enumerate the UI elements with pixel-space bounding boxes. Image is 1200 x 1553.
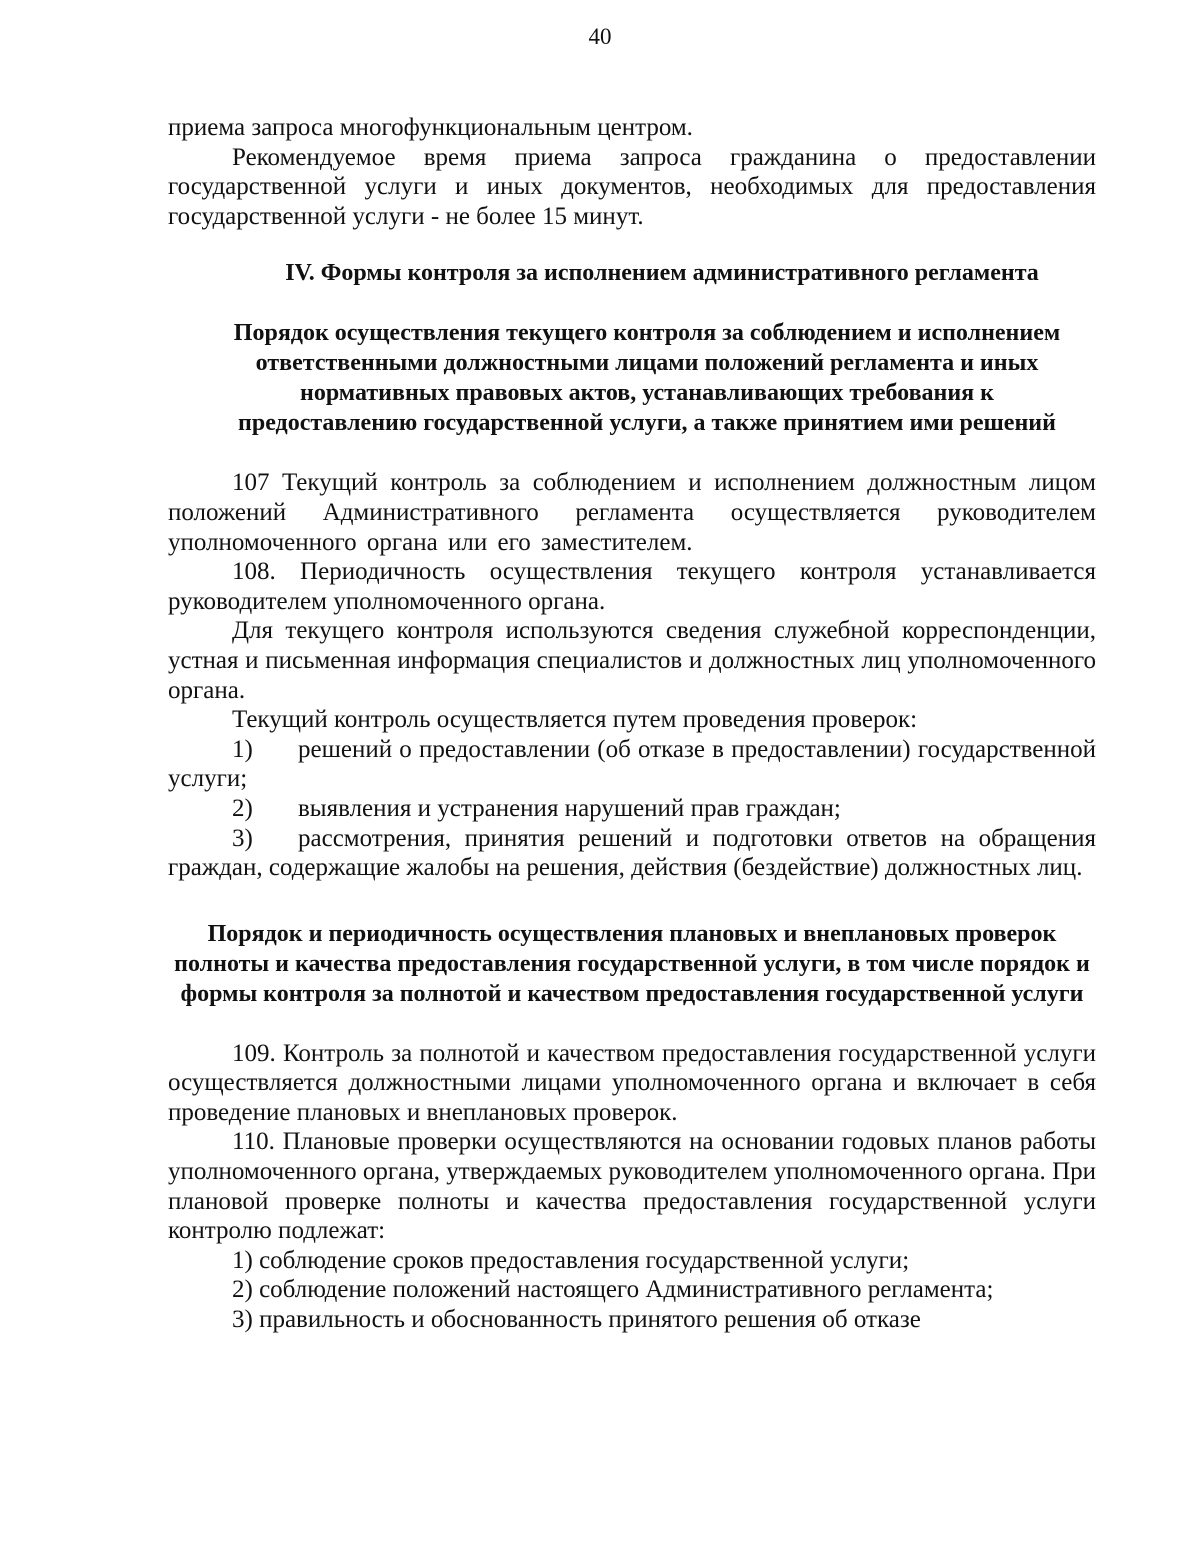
- section-iv-title: IV. Формы контроля за исполнением административного регламента: [285, 260, 1039, 287]
- list-item-text: рассмотрения, принятия решений и подготовки ответов на обращения граждан, содержащие жалобы на решения, действия (бездействие) должностных лиц.: [168, 824, 1096, 882]
- paragraph-110: 110. Плановые проверки осуществляются на основании годовых планов работы уполномоченного органа, утверждаемых руководителем уполномоченного органа. При плановой проверке полноты и качества предоставления государственной услуги контролю подлежат:: [168, 1128, 1096, 1245]
- subsection-current-control-body: [168, 468, 1096, 882]
- list-item-number: 1): [232, 735, 253, 763]
- subsection-inspections-body: [168, 1039, 1096, 1335]
- paragraph-108: 108. Периодичность осуществления текущего контроля устанавливается руководителем уполномоченного органа.: [168, 558, 1096, 615]
- list-item: [168, 824, 1096, 883]
- subsection-current-control-title: Порядок осуществления текущего контроля за соблюдением и исполнением ответственными должностными лицами положений регламента и иных нормативных правовых актов, устанавливающих требования к предоставлению государственной услуги, а также принятием ими решений: [233, 320, 1061, 437]
- list-item: [168, 735, 1096, 794]
- subsection-inspections-title: Порядок и периодичность осуществления плановых и внеплановых проверок полноты и качества предоставления государственной услуги, в том числе порядок и формы контроля за полнотой и качеством предоставления государственной услуги: [174, 920, 1090, 1007]
- paragraph-checks-intro: Текущий контроль осуществляется путем проведения проверок:: [232, 706, 918, 734]
- paragraph-107: 107 Текущий контроль за соблюдением и исполнением должностным лицом положений Административного регламента осуществляется руководителем уполномоченного органа или его заместителем.: [168, 469, 1096, 556]
- list-item: [168, 794, 1096, 824]
- document-body: [168, 113, 1096, 1335]
- list-item: 1) соблюдение сроков предоставления государственной услуги;: [232, 1246, 910, 1274]
- list-item: 2) соблюдение положений настоящего Административного регламента;: [232, 1276, 994, 1304]
- list-item: 3) правильность и обоснованность принятого решения об отказе: [232, 1306, 921, 1334]
- page-number: 40: [588, 24, 612, 49]
- list-item-text: решений о предоставлении (об отказе в предоставлении) государственной услуги;: [168, 735, 1096, 793]
- list-item-number: 3): [232, 824, 253, 852]
- intro-continuation: приема запроса многофункциональным центром.: [168, 114, 693, 141]
- paragraph-sources: Для текущего контроля используются сведения служебной корреспонденции, устная и письменная информация специалистов и должностных лиц уполномоченного органа.: [168, 617, 1096, 704]
- recommended-time-paragraph: Рекомендуемое время приема запроса гражданина о предоставлении государственной услуги и иных документов, необходимых для предоставления государственной услуги - не более 15 минут.: [168, 143, 1096, 230]
- list-item-number: 2): [232, 794, 253, 822]
- paragraph-109: 109. Контроль за полнотой и качеством предоставления государственной услуги осуществляется должностными лицами уполномоченного органа и включает в себя проведение плановых и внеплановых проверок.: [168, 1039, 1096, 1126]
- list-item-text: выявления и устранения нарушений прав граждан;: [298, 794, 841, 822]
